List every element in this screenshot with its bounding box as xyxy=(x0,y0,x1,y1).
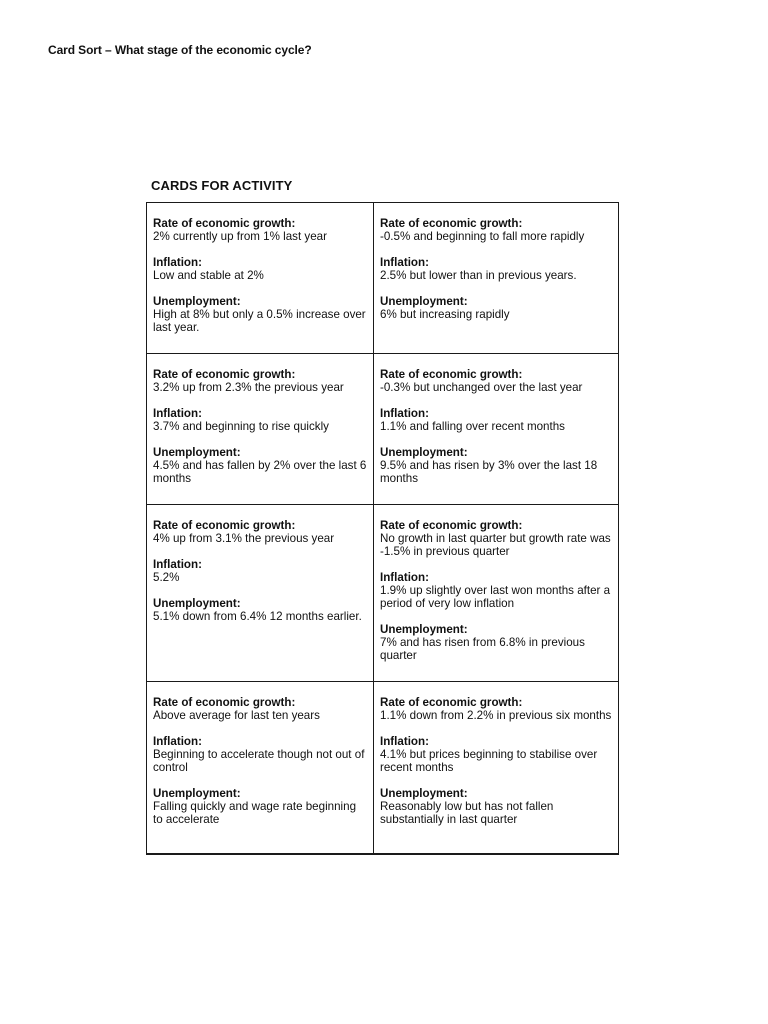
inflation-value: 2.5% but lower than in previous years. xyxy=(380,269,577,282)
growth-value: 1.1% down from 2.2% in previous six months xyxy=(380,709,612,722)
unemployment-field xyxy=(380,787,612,826)
unemployment-field xyxy=(380,446,612,485)
growth-field xyxy=(380,519,612,558)
unemployment-label: Unemployment: xyxy=(153,295,241,308)
unemployment-label: Unemployment: xyxy=(153,787,241,800)
inflation-value: 1.9% up slightly over last won months after a period of very low inflation xyxy=(380,584,611,610)
growth-label: Rate of economic growth: xyxy=(153,217,296,230)
growth-label: Rate of economic growth: xyxy=(380,696,523,709)
growth-field xyxy=(380,368,612,394)
inflation-label: Inflation: xyxy=(153,407,202,420)
card xyxy=(147,203,374,354)
growth-label: Rate of economic growth: xyxy=(153,368,296,381)
growth-label: Rate of economic growth: xyxy=(380,519,523,532)
growth-value: 3.2% up from 2.3% the previous year xyxy=(153,381,344,394)
table-row xyxy=(147,682,619,854)
growth-label: Rate of economic growth: xyxy=(380,368,523,381)
inflation-field xyxy=(380,407,612,433)
growth-value: -0.5% and beginning to fall more rapidly xyxy=(380,230,585,243)
unemployment-label: Unemployment: xyxy=(153,597,241,610)
unemployment-label: Unemployment: xyxy=(380,623,468,636)
unemployment-label: Unemployment: xyxy=(380,295,468,308)
inflation-value: Beginning to accelerate though not out of control xyxy=(153,748,365,774)
unemployment-field xyxy=(153,597,367,623)
inflation-field xyxy=(380,735,612,774)
card xyxy=(147,354,374,505)
inflation-field xyxy=(153,558,367,584)
inflation-label: Inflation: xyxy=(380,735,429,748)
unemployment-label: Unemployment: xyxy=(380,787,468,800)
unemployment-value: 9.5% and has risen by 3% over the last 18 months xyxy=(380,459,598,485)
unemployment-field xyxy=(153,446,367,485)
inflation-label: Inflation: xyxy=(153,735,202,748)
cards-table xyxy=(146,202,619,855)
unemployment-value: 7% and has risen from 6.8% in previous quarter xyxy=(380,636,585,662)
inflation-label: Inflation: xyxy=(153,256,202,269)
growth-value: Above average for last ten years xyxy=(153,709,320,722)
table-row xyxy=(147,505,619,682)
inflation-field xyxy=(380,571,612,610)
growth-label: Rate of economic growth: xyxy=(153,696,296,709)
inflation-label: Inflation: xyxy=(380,571,429,584)
growth-value: -0.3% but unchanged over the last year xyxy=(380,381,583,394)
inflation-value: 1.1% and falling over recent months xyxy=(380,420,565,433)
inflation-label: Inflation: xyxy=(380,256,429,269)
unemployment-value: High at 8% but only a 0.5% increase over last year. xyxy=(153,308,366,334)
card xyxy=(374,505,619,682)
unemployment-field xyxy=(380,295,612,321)
unemployment-label: Unemployment: xyxy=(380,446,468,459)
inflation-field xyxy=(153,407,367,433)
inflation-field xyxy=(153,256,367,282)
unemployment-value: 6% but increasing rapidly xyxy=(380,308,510,321)
inflation-value: 3.7% and beginning to rise quickly xyxy=(153,420,329,433)
table-row xyxy=(147,354,619,505)
unemployment-value: Reasonably low but has not fallen substantially in last quarter xyxy=(380,800,554,826)
table-row xyxy=(147,203,619,354)
growth-field xyxy=(380,217,612,243)
inflation-value: Low and stable at 2% xyxy=(153,269,264,282)
unemployment-field xyxy=(153,787,367,826)
section-heading: CARDS FOR ACTIVITY xyxy=(151,178,293,193)
inflation-field xyxy=(380,256,612,282)
unemployment-value: 4.5% and has fallen by 2% over the last 6 months xyxy=(153,459,367,485)
growth-field xyxy=(153,217,367,243)
growth-field xyxy=(153,368,367,394)
unemployment-value: Falling quickly and wage rate beginning to accelerate xyxy=(153,800,357,826)
card xyxy=(374,203,619,354)
card xyxy=(147,682,374,854)
growth-value: No growth in last quarter but growth rate was -1.5% in previous quarter xyxy=(380,532,611,558)
unemployment-label: Unemployment: xyxy=(153,446,241,459)
inflation-field xyxy=(153,735,367,774)
document-title: Card Sort – What stage of the economic cycle? xyxy=(48,43,312,57)
unemployment-field xyxy=(153,295,367,334)
growth-value: 2% currently up from 1% last year xyxy=(153,230,327,243)
growth-field xyxy=(380,696,612,722)
growth-label: Rate of economic growth: xyxy=(153,519,296,532)
growth-label: Rate of economic growth: xyxy=(380,217,523,230)
unemployment-value: 5.1% down from 6.4% 12 months earlier. xyxy=(153,610,362,623)
growth-field xyxy=(153,696,367,722)
unemployment-field xyxy=(380,623,612,662)
inflation-value: 5.2% xyxy=(153,571,180,584)
inflation-value: 4.1% but prices beginning to stabilise over recent months xyxy=(380,748,598,774)
growth-value: 4% up from 3.1% the previous year xyxy=(153,532,335,545)
inflation-label: Inflation: xyxy=(153,558,202,571)
growth-field xyxy=(153,519,367,545)
card xyxy=(147,505,374,682)
card xyxy=(374,354,619,505)
card xyxy=(374,682,619,854)
inflation-label: Inflation: xyxy=(380,407,429,420)
